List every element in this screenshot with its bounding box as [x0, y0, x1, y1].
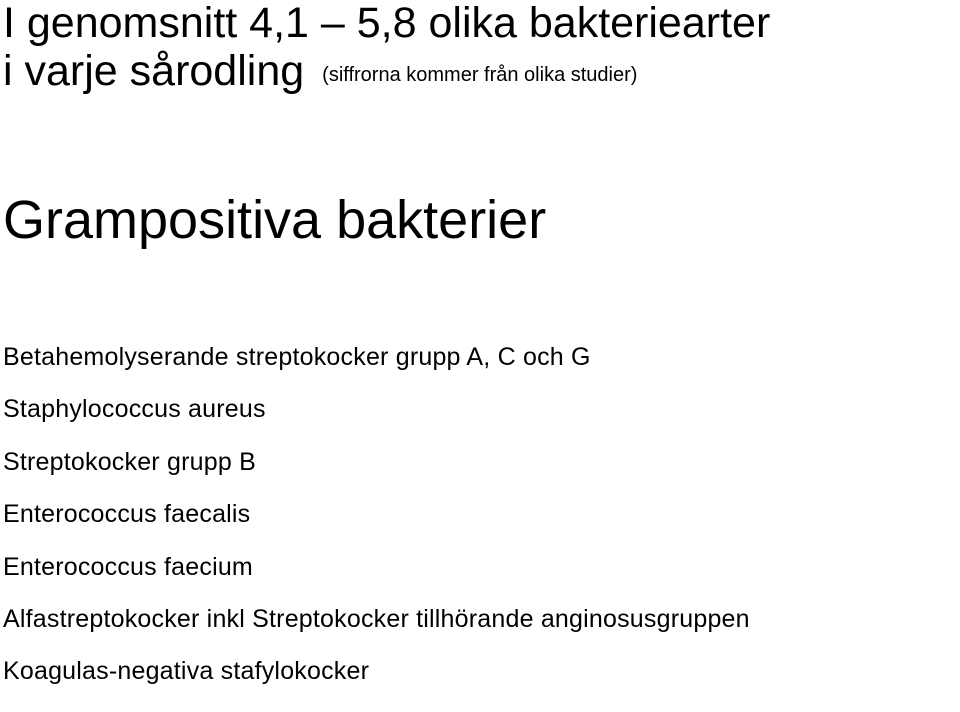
- title-note: (siffrorna kommer från olika studier): [322, 64, 638, 86]
- bacteria-list-item: Alfastreptokocker inkl Streptokocker tillhörande anginosusgruppen: [3, 604, 750, 633]
- slide-title-line-1: I genomsnitt 4,1 – 5,8 olika bakteriearter: [3, 0, 771, 47]
- bacteria-list-item: Enterococcus faecium: [3, 552, 253, 581]
- section-heading: Grampositiva bakterier: [3, 190, 547, 250]
- bacteria-list-item: Koagulas-negativa stafylokocker: [3, 657, 370, 686]
- bacteria-list-item: Betahemolyserande streptokocker grupp A, C och G: [3, 343, 591, 371]
- slide-title-line-2-text: i varje sårodling: [3, 47, 305, 95]
- bacteria-list-item: Staphylococcus aureus: [3, 395, 266, 424]
- bacteria-list: [3, 345, 750, 712]
- bacteria-list-item: Enterococcus faecalis: [3, 500, 251, 529]
- bacteria-list-item: Streptokocker grupp B: [3, 447, 256, 476]
- slide-title-line-2: [3, 47, 638, 95]
